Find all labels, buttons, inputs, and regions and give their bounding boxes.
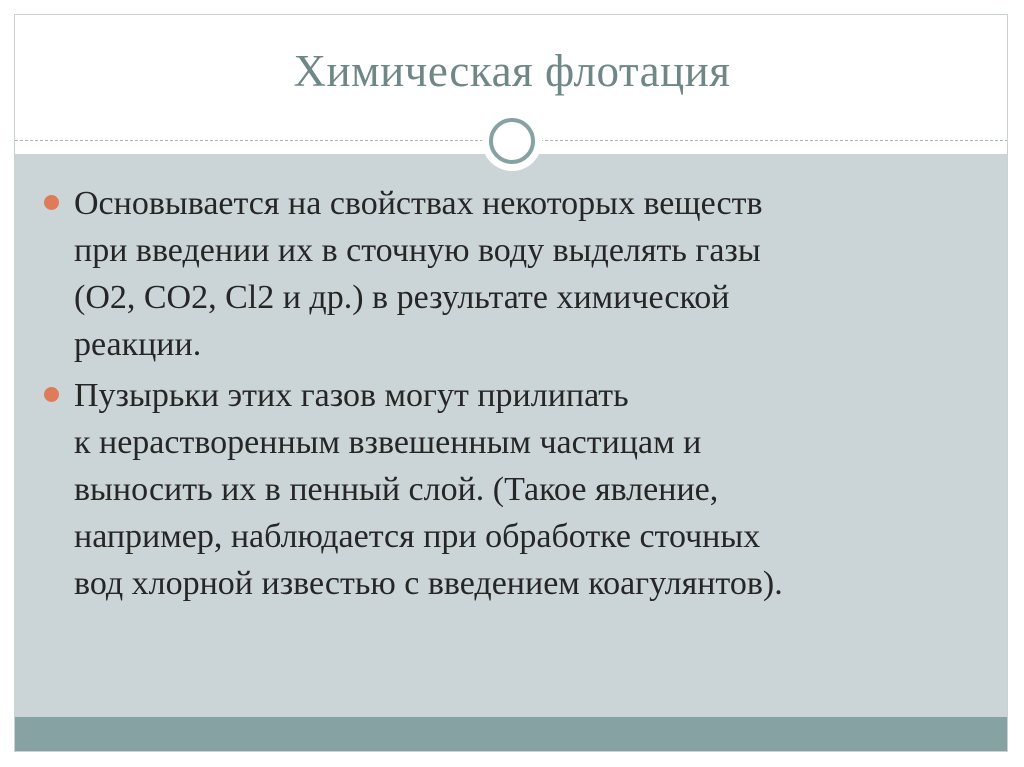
slide-title: Химическая флотация [293, 46, 731, 96]
bullet-line: например, наблюдается при обработке сточных [74, 518, 761, 555]
bullet-line: Пузырьки этих газов могут прилипать [74, 377, 629, 414]
bullet-line: вод хлорной известью с введением коагулянтов). [74, 565, 783, 602]
bullet-line: реакции. [74, 326, 202, 363]
bullet-line: при введении их в сточную воду выделять газы [74, 232, 761, 269]
bullet-line: Основывается на свойствах некоторых веществ [74, 185, 763, 222]
slide-frame [14, 14, 1008, 752]
bullet-line: (O2, CO2, Cl2 и др.) в результате химической [74, 279, 730, 316]
bullet-line: выносить их в пенный слой. (Такое явление, [74, 471, 719, 508]
bullet-line: к нерастворенным взвешенным частицам и [74, 424, 702, 461]
